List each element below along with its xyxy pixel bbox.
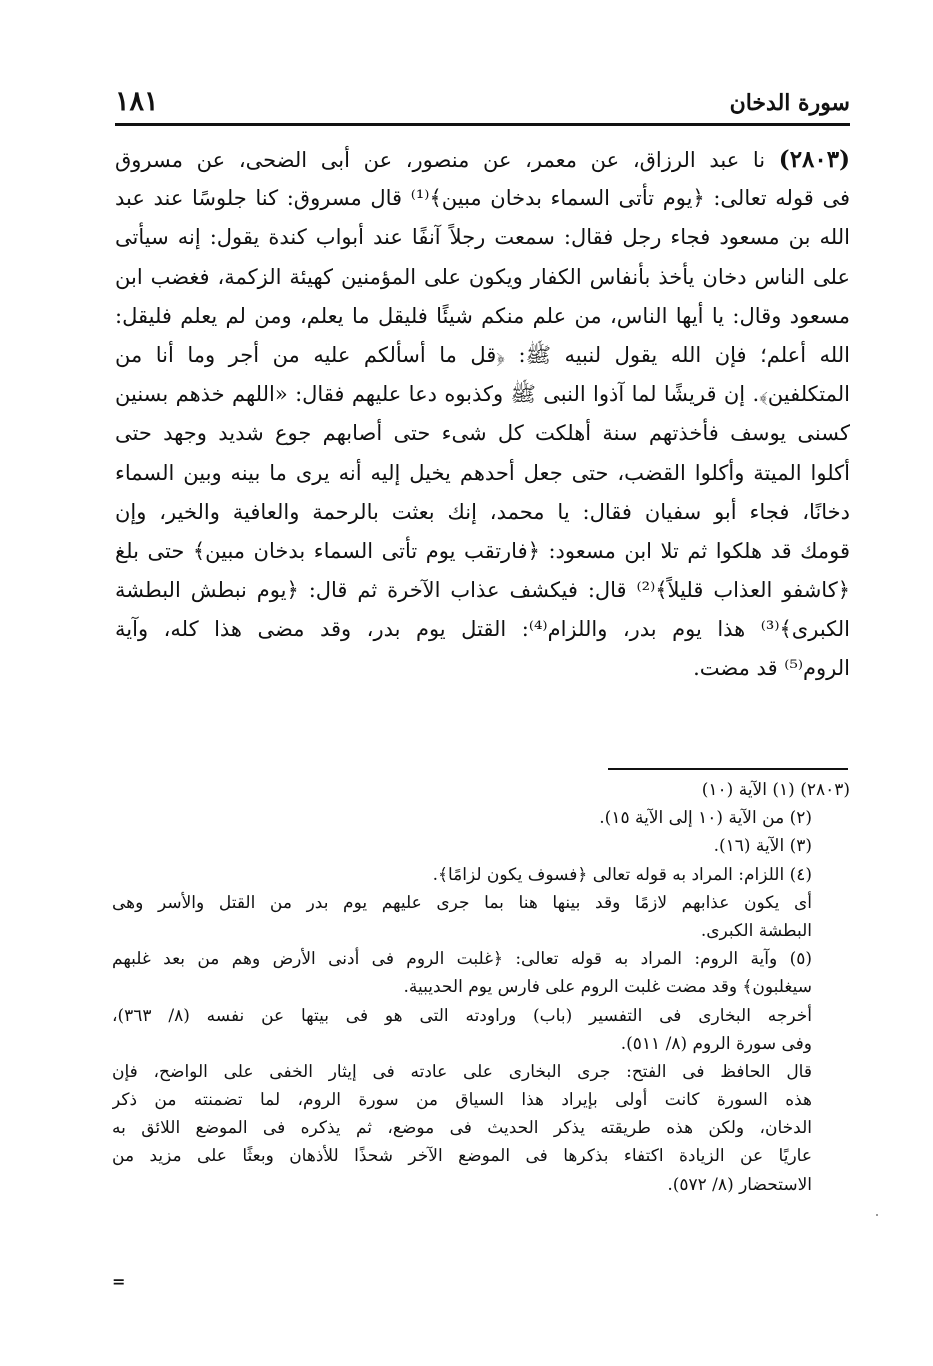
text-line-1-body: نا عبد الرزاق، عن معمر، عن منصور، عن أبى الضحى، عن مسروق xyxy=(115,148,779,172)
text-line-6: الله أعلم؛ فإن الله يقول لنبيه ﷺ: ﴿قل ما أسألكم عليه من أجر وما أنا من xyxy=(115,342,850,367)
surah-title: سورة الدخان xyxy=(729,90,850,116)
footnote-line-5: أى يكون عذابهم لازمًا وقد بينها هنا بما جرى عليهم يوم بدر من القتل والأسر وهى xyxy=(112,892,812,913)
text-line-13: الكبرى﴾⁽³⁾ هذا يوم بدر، واللزام⁽⁴⁾: القتل يوم بدر، وقد مضى هذا كله، وآية xyxy=(115,617,850,642)
footnote-line-1: (٢٨٠٣) (١) الآية (١٠) xyxy=(701,780,850,800)
text-line-4: على الناس دخان يأخذ بأنفاس الكفار ويكون على المؤمنين كهيئة الزكمة، فغضب ابن xyxy=(115,264,850,289)
footnote-line-15: الاستحضار (٨/ ٥٧٢). xyxy=(667,1174,812,1195)
text-line-14: الروم⁽⁵⁾ قد مضت. xyxy=(693,656,850,681)
footnote-line-11: قال الحافظ فى الفتح: جرى البخارى على عادته فى إيثار الخفى على الواضح، فإن xyxy=(112,1061,812,1082)
page-number: ١٨١ xyxy=(115,86,159,117)
text-line-11: قومك قد هلكوا ثم تلا ابن مسعود: ﴿فارتقب يوم تأتى السماء بدخان مبين﴾ حتى بلغ xyxy=(115,538,850,563)
footnote-line-3: (٣) الآية (١٦). xyxy=(713,836,812,857)
footnote-line-12: هذه السورة كانت أولى بإيراد هذا السياق من سورة الروم، لما تضمنته من ذكر xyxy=(112,1090,812,1111)
text-line-9: أكلوا الميتة وأكلوا القضب، حتى جعل أحدهم يخيل إليه أنه يرى ما بينه وبين السماء xyxy=(115,460,850,485)
text-line-3: الله بن مسعود فجاء رجل فقال: سمعت رجلاً آنفًا عند أبواب كندة يقول: إنه سيأتى xyxy=(115,225,850,250)
footnote-line-9: أخرجه البخارى فى التفسير (باب) وراودته التى هو فى بيتها عن نفسه (٨/ ٣٦٣)، xyxy=(112,1005,812,1026)
footnote-line-4: (٤) اللزام: المراد به قوله تعالى ﴿فسوف يكون لزامًا﴾. xyxy=(432,864,812,885)
header-rule xyxy=(115,123,850,126)
continuation-mark: = xyxy=(112,1272,126,1291)
text-line-12: ﴿كاشفو العذاب قليلاً﴾⁽²⁾ قال: فيكشف عذاب الآخرة ثم قال: ﴿يوم نبطش البطشة xyxy=(115,578,850,603)
footnotes xyxy=(112,776,850,1199)
footnote-separator xyxy=(608,768,848,770)
hadith-number: (٢٨٠٣) xyxy=(778,146,850,173)
footnote-line-14: عاريًا عن الزيادة اكتفاء بذكرها فى الموضع الآخر شحذًا للأذهان وبعثًا على مزيد من xyxy=(112,1146,812,1167)
hadith-text xyxy=(115,140,850,689)
text-line-10: دخانًا، فجاء أبو سفيان فقال: يا محمد، إنك بعثت بالرحمة والعافية والخير، وإن xyxy=(115,499,850,524)
margin-speck xyxy=(876,1214,878,1216)
text-line-2: فى قوله تعالى: ﴿يوم تأتى السماء بدخان مبين﴾⁽¹⁾ قال مسروق: كنا جلوسًا عند عبد xyxy=(115,186,850,211)
footnote-line-13: الدخان، ولكن هذه طريقته يذكر الحديث فى موضع، ثم يذكره فى الموضع اللائق به xyxy=(112,1118,812,1139)
footnote-line-6: البطشة الكبرى. xyxy=(700,920,812,941)
text-line-1 xyxy=(115,140,850,179)
footnote-line-10: وفى سورة الروم (٨/ ٥١١). xyxy=(620,1033,812,1054)
text-line-7: المتكلفين﴾. إن قريشًا لما آذوا النبى ﷺ وكذبوه دعا عليهم فقال: «اللهم خذهم بسنين xyxy=(115,382,850,407)
page-header xyxy=(115,86,850,122)
text-line-8: كسنى يوسف فأخذتهم سنة أهلكت كل شىء حتى أصابهم جوع شديد وجهد حتى xyxy=(115,421,850,446)
footnote-line-7: (٥) وآية الروم: المراد به قوله تعالى: ﴿غلبت الروم فى أدنى الأرض وهم من بعد غلبهم xyxy=(112,949,812,970)
footnote-line-8: سيغلبون﴾ وقد مضت غلبت الروم على فارس يوم الحديبية. xyxy=(403,977,812,998)
footnote-line-2: (٢) من الآية (١٠ إلى الآية ١٥). xyxy=(599,808,812,829)
text-line-5: مسعود وقال: يا أيها الناس، من علم منكم شيئًا فليقل ما يعلم، ومن لم يعلم فليقل: xyxy=(115,303,850,328)
